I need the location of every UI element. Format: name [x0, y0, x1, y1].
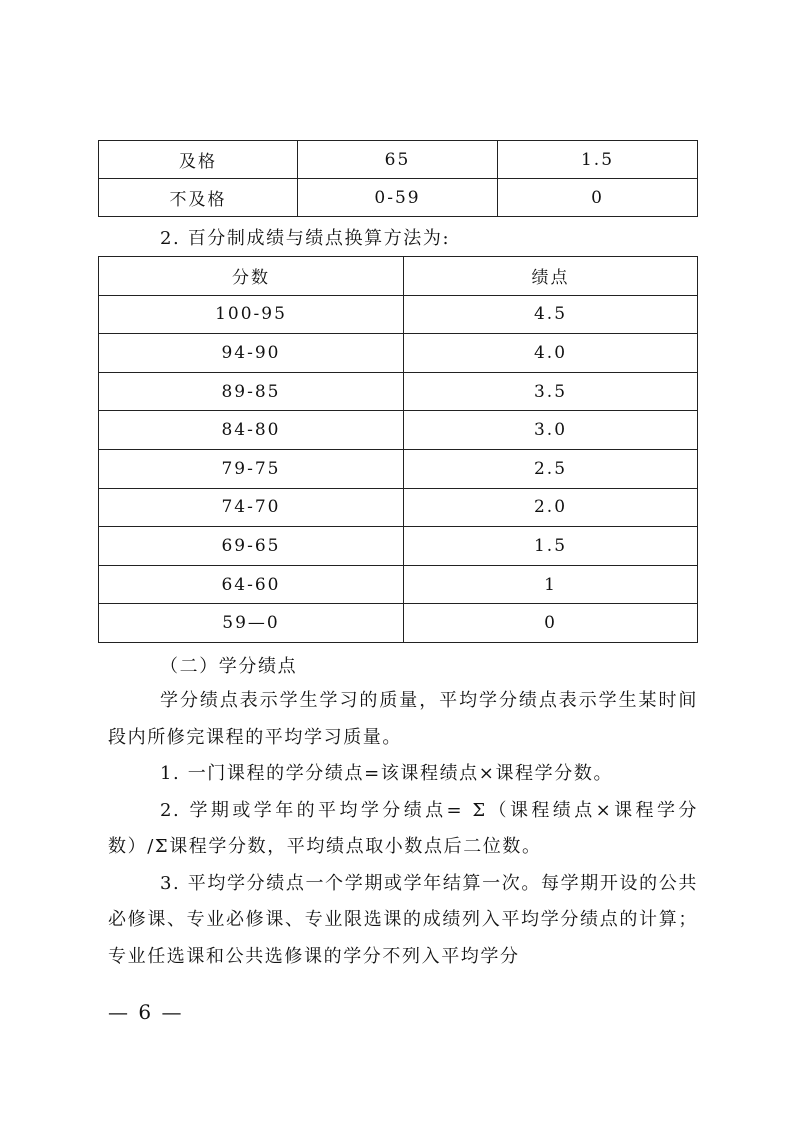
table-row [99, 449, 698, 488]
table-row [99, 295, 698, 334]
point-cell: 2.0 [404, 488, 698, 527]
table-row [99, 141, 698, 179]
paragraph-quality: 学分绩点表示学生学习的质量，平均学分绩点表示学生某时间段内所修完课程的平均学习质量。 [108, 690, 698, 748]
paragraph-item-2: 2. 学期或学年的平均学分绩点= Σ（课程绩点×课程学分数）/Σ课程学分数，平均绩点取小数点后二位数。 [108, 799, 698, 857]
paragraph-item-1: 1. 一门课程的学分绩点=该课程绩点×课程学分数。 [160, 763, 614, 784]
point-cell: 1 [404, 565, 698, 604]
score-point-table [98, 256, 698, 643]
score-cell: 89-85 [99, 372, 404, 411]
point-cell: 0 [404, 604, 698, 643]
score-cell: 84-80 [99, 411, 404, 450]
point-cell: 1.5 [498, 141, 698, 179]
table-row [99, 527, 698, 566]
table-row [99, 488, 698, 527]
point-cell: 3.0 [404, 411, 698, 450]
page-number: — 6 — [108, 1000, 184, 1024]
point-cell: 0 [498, 179, 698, 217]
score-cell: 94-90 [99, 334, 404, 373]
score-header: 分数 [99, 257, 404, 296]
point-cell: 2.5 [404, 449, 698, 488]
table-row [99, 411, 698, 450]
score-cell: 65 [298, 141, 498, 179]
point-cell: 3.5 [404, 372, 698, 411]
table-row [99, 604, 698, 643]
level-cell: 及格 [99, 141, 298, 179]
table-header-row [99, 257, 698, 296]
score-cell: 100-95 [99, 295, 404, 334]
score-cell: 64-60 [99, 565, 404, 604]
section-title: （二）学分绩点 [160, 656, 298, 677]
table-row [99, 334, 698, 373]
score-cell: 0-59 [298, 179, 498, 217]
table-row [99, 565, 698, 604]
conversion-intro: 2. 百分制成绩与绩点换算方法为: [160, 228, 451, 249]
level-cell: 不及格 [99, 179, 298, 217]
score-cell: 79-75 [99, 449, 404, 488]
score-cell: 69-65 [99, 527, 404, 566]
table-row [99, 179, 698, 217]
point-cell: 4.5 [404, 295, 698, 334]
point-cell: 4.0 [404, 334, 698, 373]
paragraph-item-3: 3. 平均学分绩点一个学期或学年结算一次。每学期开设的公共必修课、专业必修课、专业限选课的成绩列入平均学分绩点的计算；专业任选课和公共选修课的学分不列入平均学分 [108, 872, 698, 967]
body-text-block [108, 683, 698, 975]
score-cell: 59—0 [99, 604, 404, 643]
point-header: 绩点 [404, 257, 698, 296]
score-cell: 74-70 [99, 488, 404, 527]
point-cell: 1.5 [404, 527, 698, 566]
table-row [99, 372, 698, 411]
grade-level-table [98, 140, 698, 217]
